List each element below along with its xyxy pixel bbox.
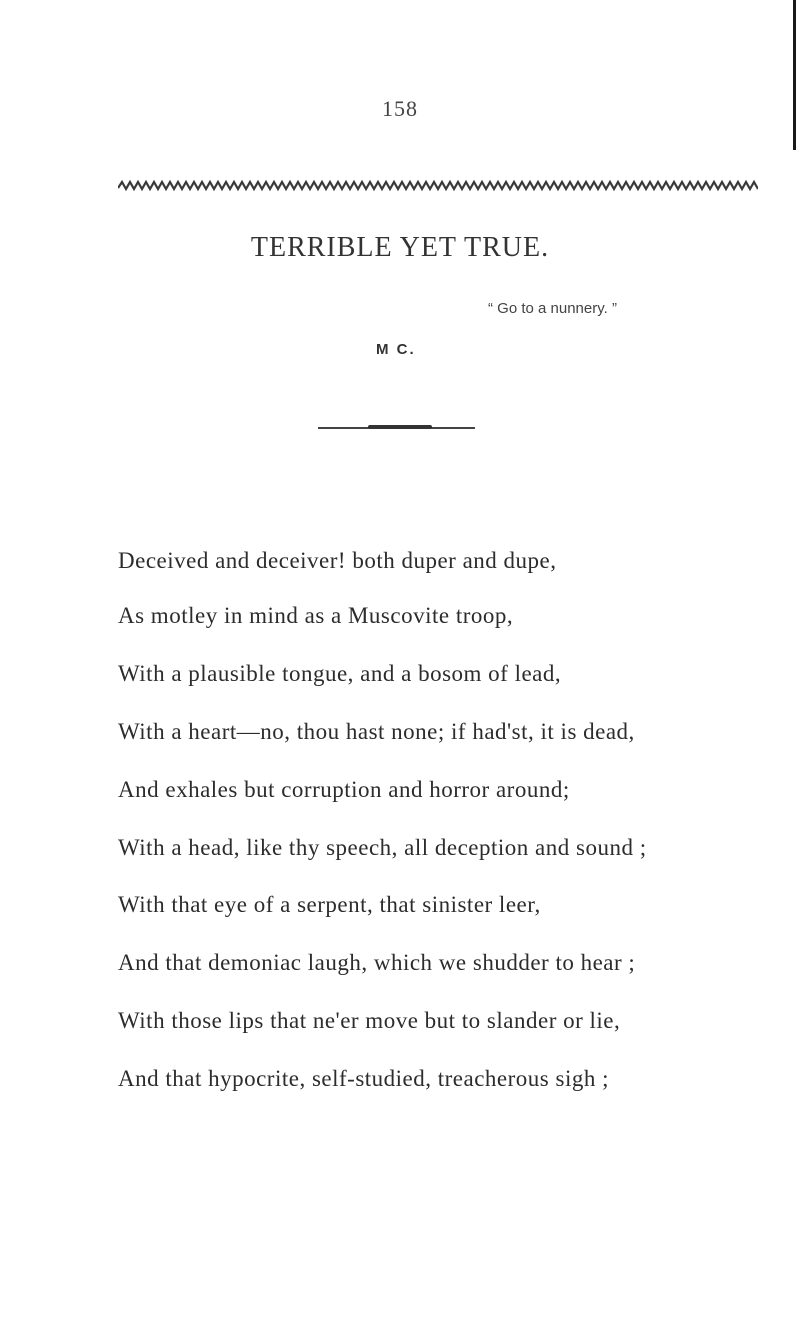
epigraph: “ Go to a nunnery. ” xyxy=(488,300,617,317)
poem-line: With a plausible tongue, and a bosom of lead, xyxy=(118,661,562,686)
author-initials: M C. xyxy=(376,341,416,358)
section-divider-swell xyxy=(368,425,432,429)
poem-line: With a heart—no, thou hast none; if had'st, it is dead, xyxy=(118,719,635,744)
page-edge-shadow xyxy=(793,0,796,150)
poem-line: With that eye of a serpent, that sinister leer, xyxy=(118,892,541,917)
poem-line: Deceived and deceiver! both duper and dupe, xyxy=(118,548,557,573)
ornamental-border xyxy=(118,178,758,194)
poem-title: TERRIBLE YET TRUE. xyxy=(250,232,550,263)
poem-line: With those lips that ne'er move but to slander or lie, xyxy=(118,1008,621,1033)
page-number: 158 xyxy=(382,96,418,121)
poem-line: As motley in mind as a Muscovite troop, xyxy=(118,603,514,628)
poem-line: With a head, like thy speech, all deception and sound ; xyxy=(118,835,647,860)
poem-line: And that hypocrite, self-studied, treacherous sigh ; xyxy=(118,1066,609,1091)
poem-line: And exhales but corruption and horror around; xyxy=(118,777,570,802)
poem-line: And that demoniac laugh, which we shudder to hear ; xyxy=(118,950,636,975)
